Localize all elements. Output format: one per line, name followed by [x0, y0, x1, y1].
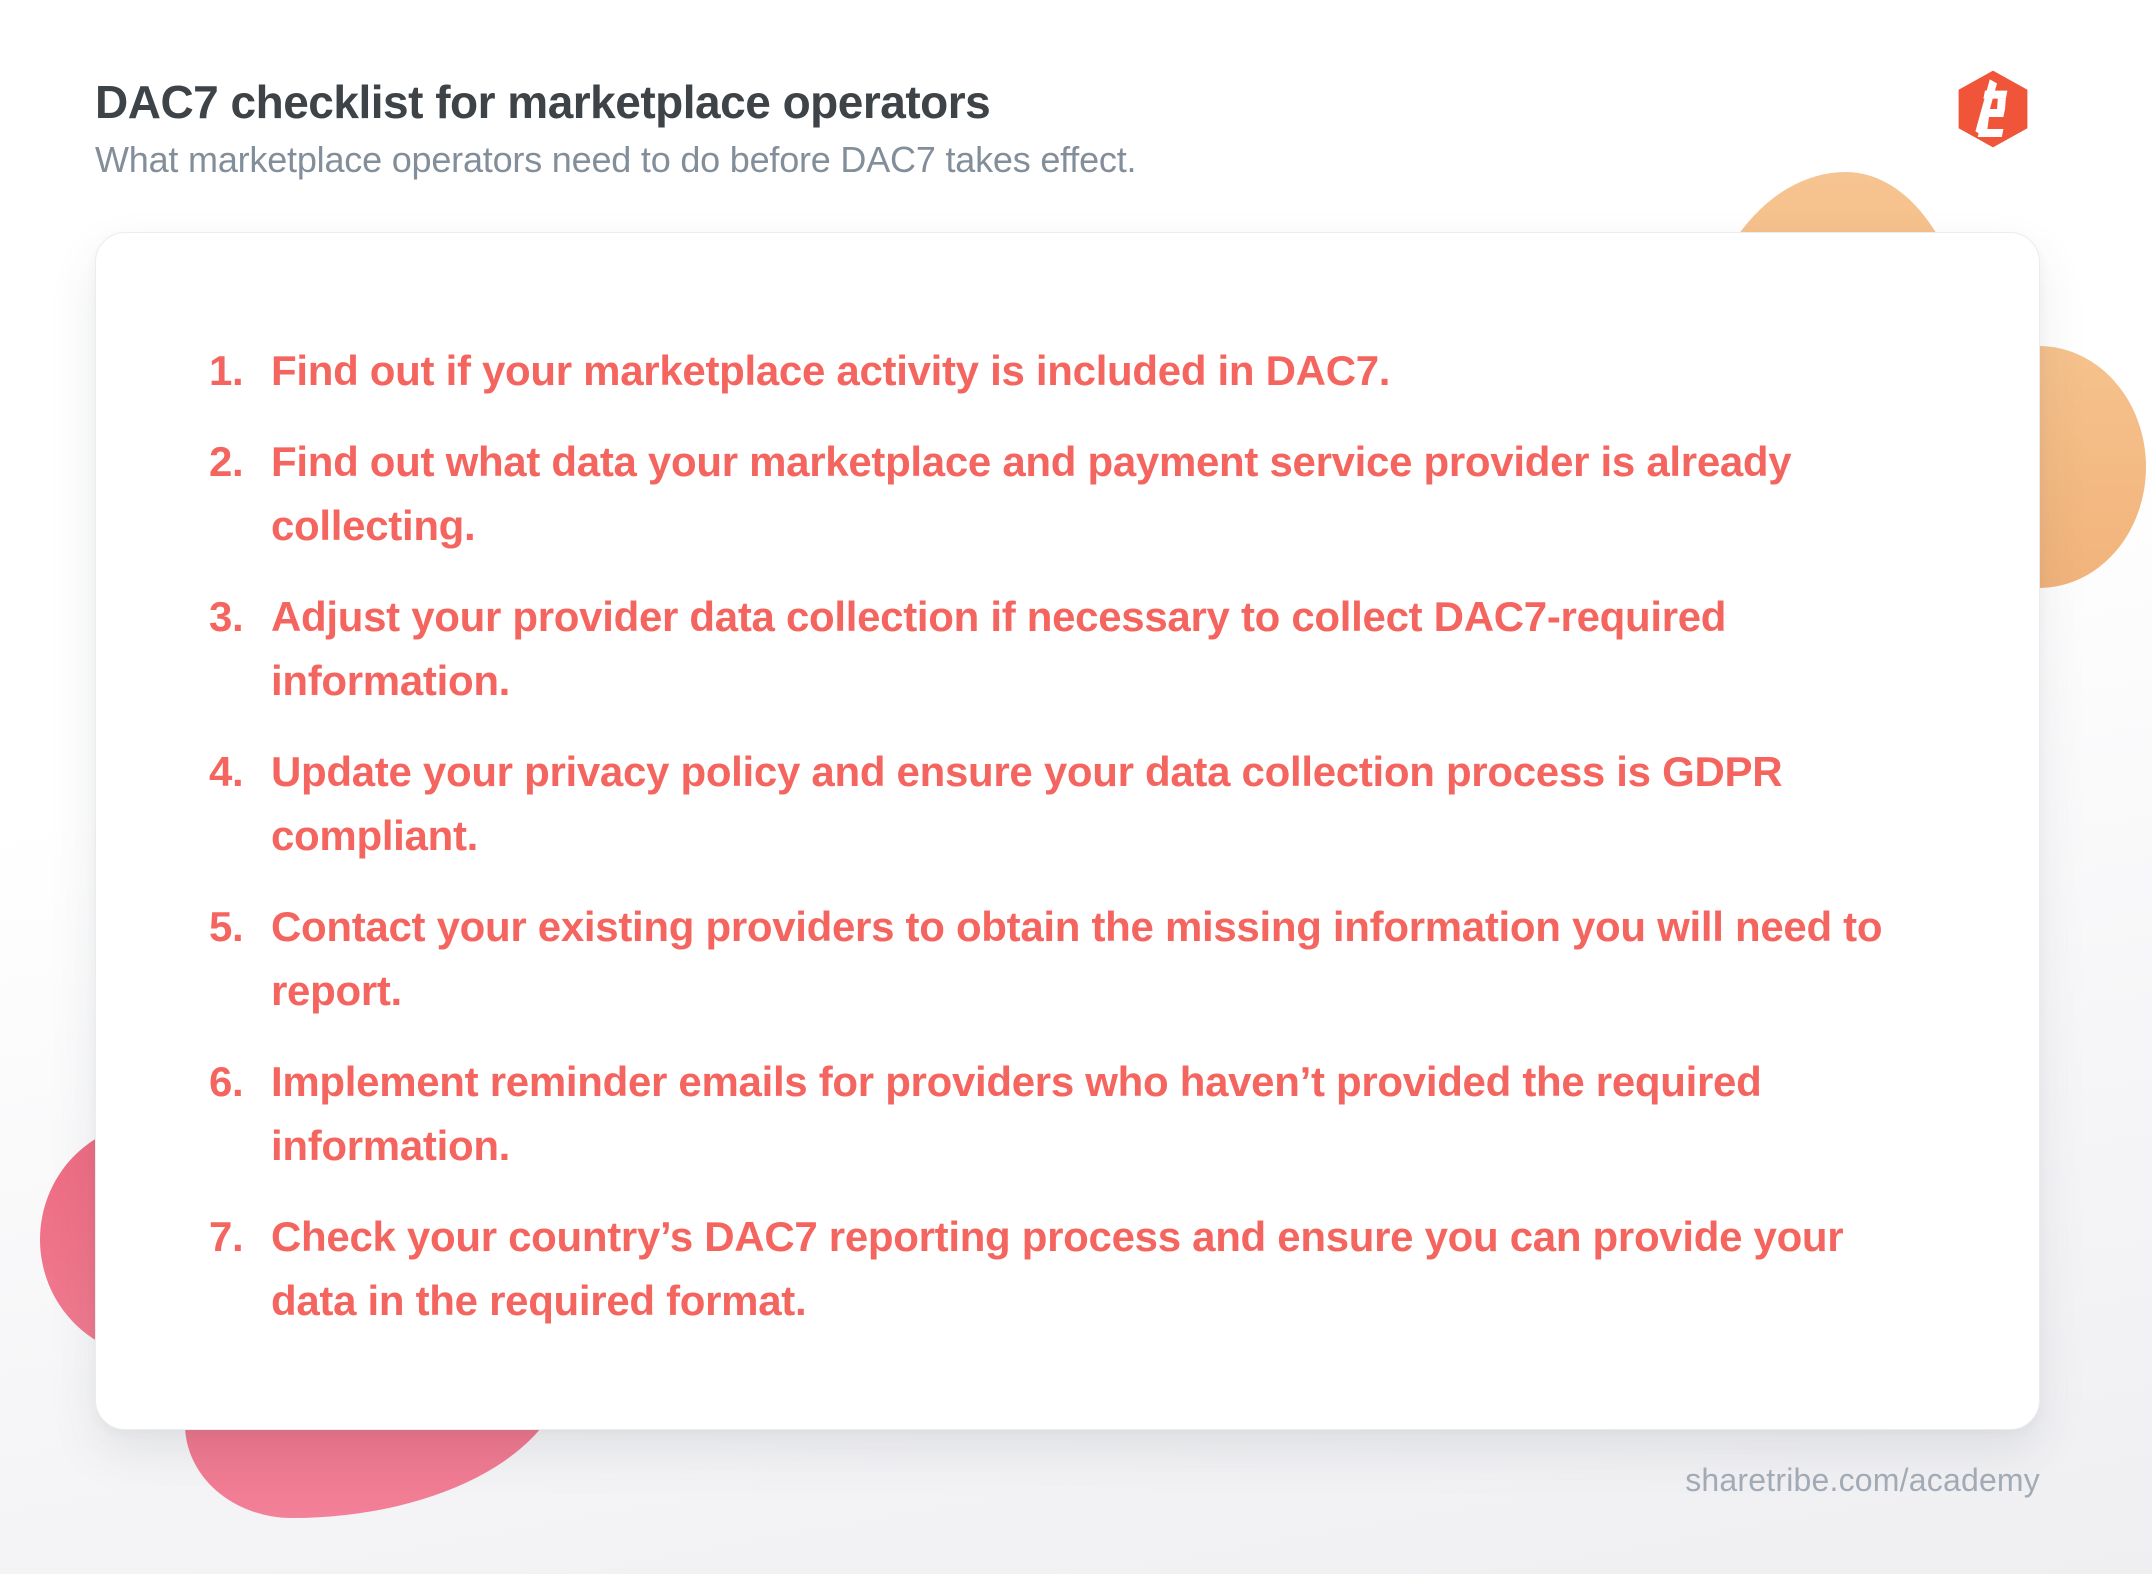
item-text: Find out if your marketplace activity is included in DAC7.	[271, 347, 1391, 394]
item-number: 3.	[209, 593, 244, 640]
item-text: Implement reminder emails for providers who haven’t provided the required information.	[271, 1058, 1762, 1169]
item-number: 4.	[209, 748, 244, 795]
item-number: 2.	[209, 438, 244, 485]
checklist-card	[95, 232, 2040, 1430]
item-text: Find out what data your marketplace and payment service provider is already collecting.	[271, 438, 1792, 549]
checklist-item	[209, 1050, 1939, 1178]
checklist-item	[209, 430, 1939, 558]
page-title: DAC7 checklist for marketplace operators	[95, 76, 991, 128]
item-number: 7.	[209, 1213, 244, 1260]
footer	[95, 1462, 2040, 1499]
checklist-item	[209, 1205, 1939, 1333]
checklist-item	[209, 740, 1939, 868]
checklist	[209, 339, 1939, 1360]
item-number: 1.	[209, 347, 244, 394]
item-text: Check your country’s DAC7 reporting process and ensure you can provide your data in the required format.	[271, 1213, 1844, 1324]
item-text: Contact your existing providers to obtain the missing information you will need to report.	[271, 903, 1883, 1014]
checklist-item	[209, 895, 1939, 1023]
sharetribe-logo-icon	[1953, 66, 2033, 152]
page-subtitle: What marketplace operators need to do before DAC7 takes effect.	[95, 139, 1137, 180]
item-number: 5.	[209, 903, 244, 950]
header	[95, 76, 1595, 182]
item-text: Update your privacy policy and ensure your data collection process is GDPR compliant.	[271, 748, 1783, 859]
item-number: 6.	[209, 1058, 244, 1105]
checklist-item	[209, 339, 1939, 403]
checklist-item	[209, 585, 1939, 713]
item-text: Adjust your provider data collection if necessary to collect DAC7-required information.	[271, 593, 1727, 704]
academy-link[interactable]: sharetribe.com/academy	[1685, 1462, 2040, 1498]
